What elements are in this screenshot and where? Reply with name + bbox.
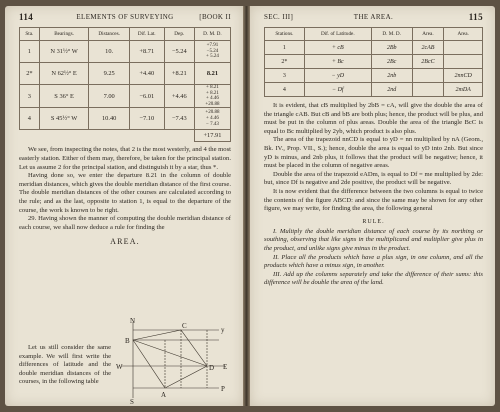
area-plus-cell: 2BcC bbox=[412, 55, 444, 69]
figure-label: A bbox=[161, 391, 167, 399]
lat-cell: − yD bbox=[304, 69, 371, 83]
dep-cell: +4.46 bbox=[164, 85, 194, 108]
dmd-line: +7.91 bbox=[206, 43, 219, 49]
right-page bbox=[250, 6, 495, 406]
distance-cell: 9.25 bbox=[89, 63, 129, 85]
bearing-cell: N 62½° E bbox=[39, 63, 89, 85]
lat-cell: + Bc bbox=[304, 55, 371, 69]
table-row bbox=[265, 41, 483, 55]
rule-item: III. Add up the columns separately and take the difference of their sums: this difference will be double the area of the land. bbox=[264, 270, 483, 287]
table-total-row bbox=[20, 130, 231, 142]
dep-cell: −5.24 bbox=[164, 41, 194, 63]
table-row bbox=[20, 63, 231, 85]
dmd-line: +20.88 bbox=[205, 101, 220, 107]
lat-cell: − Df bbox=[304, 83, 371, 97]
dmd-line: + 4.46 bbox=[206, 116, 219, 122]
col-header: Dif. Lat. bbox=[129, 28, 164, 41]
paragraph: Double the area of the trapezoid eADm, is equal to Df = me multiplied by 2de: but, since Df is negative and 2de positive, the product will be negative. bbox=[264, 170, 483, 187]
col-header: Dif. of Latitude. bbox=[304, 28, 371, 41]
col-header: Bearings. bbox=[39, 28, 89, 41]
area-plus-cell bbox=[412, 83, 444, 97]
area-minus-cell: 2nnCD bbox=[444, 69, 483, 83]
dmd-line: −5.24 bbox=[206, 48, 219, 54]
dmd-cell: 8.21 bbox=[194, 63, 230, 85]
left-running-title: ELEMENTS OF SURVEYING bbox=[76, 13, 174, 21]
figure-label: N bbox=[130, 318, 136, 325]
area-table bbox=[264, 27, 483, 97]
distance-cell: 10.40 bbox=[89, 108, 129, 130]
table-row bbox=[20, 108, 231, 130]
left-book-label: [BOOK II bbox=[199, 13, 231, 21]
rule-item: II. Place all the products which have a plus sign, in one column, and all the products which have a minus sign, in another. bbox=[264, 253, 483, 270]
station-cell: 3 bbox=[265, 69, 305, 83]
area-plus-cell: 2cAB bbox=[412, 41, 444, 55]
figure-label: C bbox=[182, 322, 187, 330]
dmd-cell bbox=[194, 85, 230, 108]
left-page bbox=[5, 6, 243, 406]
col-header: D. M. D. bbox=[194, 28, 230, 41]
lat-cell: + cB bbox=[304, 41, 371, 55]
dep-cell: −7.43 bbox=[164, 108, 194, 130]
table-row bbox=[20, 85, 231, 108]
dmd-cell: 2Bb bbox=[371, 41, 412, 55]
right-running-title: THE AREA. bbox=[353, 13, 394, 21]
dmd-line: − 7.43 bbox=[206, 121, 219, 127]
dmd-total: +17.91 bbox=[194, 130, 230, 142]
right-section-label: SEC. III] bbox=[264, 13, 294, 21]
table-row bbox=[265, 55, 483, 69]
paragraph: Let us still consider the same example. We will first write the differences of latitude and the double meridian distances of the courses, in the following table bbox=[19, 344, 111, 386]
dmd-cell: 2nd bbox=[371, 83, 412, 97]
station-cell: 2* bbox=[265, 55, 305, 69]
area-minus-cell bbox=[444, 55, 483, 69]
dmd-line: + 8.21 bbox=[206, 90, 219, 96]
figure-label: E bbox=[223, 363, 228, 371]
col-header: Area. bbox=[412, 28, 444, 41]
station-cell: 4 bbox=[20, 108, 40, 130]
bearing-cell: S 36° E bbox=[39, 85, 89, 108]
dep-cell: +8.21 bbox=[164, 63, 194, 85]
col-header: Sta. bbox=[20, 28, 40, 41]
col-header: D. M. D. bbox=[371, 28, 412, 41]
dmd-line: + 4.46 bbox=[206, 96, 219, 102]
paragraph: Having done so, we enter the departure 8.21 in the column of double meridian distances, which gives the double meridian distance of the first course. The double meridian distances of the other courses are calculated according to the rule; and as the last, opposite to station 1, is equal to the departure of the course, the work is known to be right. bbox=[19, 172, 231, 214]
dmd-cell: 2Bc bbox=[371, 55, 412, 69]
paragraph: It is now evident that the difference between the two columns is equal to twice the contents of the figure ABCD: and since the same may be shown for any other figure, we may write, for finding the area, the following general bbox=[264, 187, 483, 213]
rule-heading: RULE. bbox=[362, 218, 385, 225]
col-header: Area. bbox=[444, 28, 483, 41]
station-cell: 3 bbox=[20, 85, 40, 108]
book-gutter bbox=[243, 6, 250, 406]
lat-cell: −7.10 bbox=[129, 108, 164, 130]
section-heading-area: AREA. bbox=[110, 237, 140, 247]
area-plus-cell bbox=[412, 69, 444, 83]
area-minus-cell: 2mDA bbox=[444, 83, 483, 97]
left-page-number: 114 bbox=[19, 12, 34, 22]
station-cell: 2* bbox=[20, 63, 40, 85]
station-cell: 1 bbox=[20, 41, 40, 63]
paragraph: The area of the trapezoid nnCD is equal to yD = nn multiplied by nA (Geom., Bk. IV., Prop. VII., S.); hence, double the area is equal to yD into 2nb. But since yD is minus, and 2nb plus, it follows that the product will be negative; hence, it must be placed in the column of negative areas. bbox=[264, 136, 483, 170]
col-header: Stations. bbox=[265, 28, 305, 41]
figure-label: y bbox=[221, 326, 225, 334]
station-cell: 1 bbox=[265, 41, 305, 55]
table-header-row bbox=[265, 28, 483, 41]
figure-label: P bbox=[221, 385, 225, 393]
left-running-head bbox=[19, 12, 231, 24]
table-row bbox=[265, 69, 483, 83]
bearing-cell: N 31½° W bbox=[39, 41, 89, 63]
dmd-cell: 2nb bbox=[371, 69, 412, 83]
survey-figure bbox=[115, 318, 231, 404]
bearing-cell: S 45½° W bbox=[39, 108, 89, 130]
survey-polygon bbox=[133, 330, 207, 388]
station-cell: 4 bbox=[265, 83, 305, 97]
lat-cell: +4.40 bbox=[129, 63, 164, 85]
figure-label: B bbox=[125, 337, 130, 345]
figure-label: S bbox=[130, 398, 134, 404]
paragraph: 29. Having shown the manner of computing the double meridian distance of each course, we shall now deduce a rule for finding the bbox=[19, 215, 231, 231]
dmd-line: + 8.21 bbox=[206, 85, 219, 90]
paragraph: It is evident, that cB multiplied by 2bB = cA, will give the double the area of the triangle cAB. But cB and bB are both plus; hence, the product will be plus, and must be put in the column of plus areas. Double the area of the triangle BcC is equal to Bc multiplied by 2yb, which product is also plus. bbox=[264, 102, 483, 135]
figure-label: D bbox=[209, 364, 215, 372]
dmd-cell bbox=[194, 41, 230, 63]
col-header: Dep. bbox=[164, 28, 194, 41]
figure-label: W bbox=[116, 363, 123, 371]
table-row bbox=[265, 83, 483, 97]
dmd-cell bbox=[194, 108, 230, 130]
right-page-number: 115 bbox=[468, 12, 483, 22]
table-row bbox=[20, 41, 231, 63]
rule-item: I. Multiply the double meridian distance of each course by its northing or southing, observing that like signs in the multiplicand and multiplier give plus in the product, and unlike signs give minus in the product. bbox=[264, 227, 483, 252]
survey-notes-table bbox=[19, 27, 231, 142]
rule-block bbox=[264, 228, 483, 288]
area-minus-cell bbox=[444, 41, 483, 55]
right-running-head bbox=[264, 12, 483, 24]
distance-cell: 10. bbox=[89, 41, 129, 63]
table-header-row bbox=[20, 28, 231, 41]
lat-cell: +8.71 bbox=[129, 41, 164, 63]
distance-cell: 7.00 bbox=[89, 85, 129, 108]
dmd-line: + 5.24 bbox=[206, 54, 219, 60]
col-header: Distances. bbox=[89, 28, 129, 41]
lat-cell: −6.01 bbox=[129, 85, 164, 108]
dmd-line: +20.88 bbox=[205, 110, 220, 116]
paragraph: We see, from inspecting the notes, that 2 is the most westerly, and 4 the most easterly station. Either of them may, therefore, be taken for the principal station. Let us assume 2 for the principal station, and distinguish it by a star, thus *. bbox=[19, 146, 231, 171]
